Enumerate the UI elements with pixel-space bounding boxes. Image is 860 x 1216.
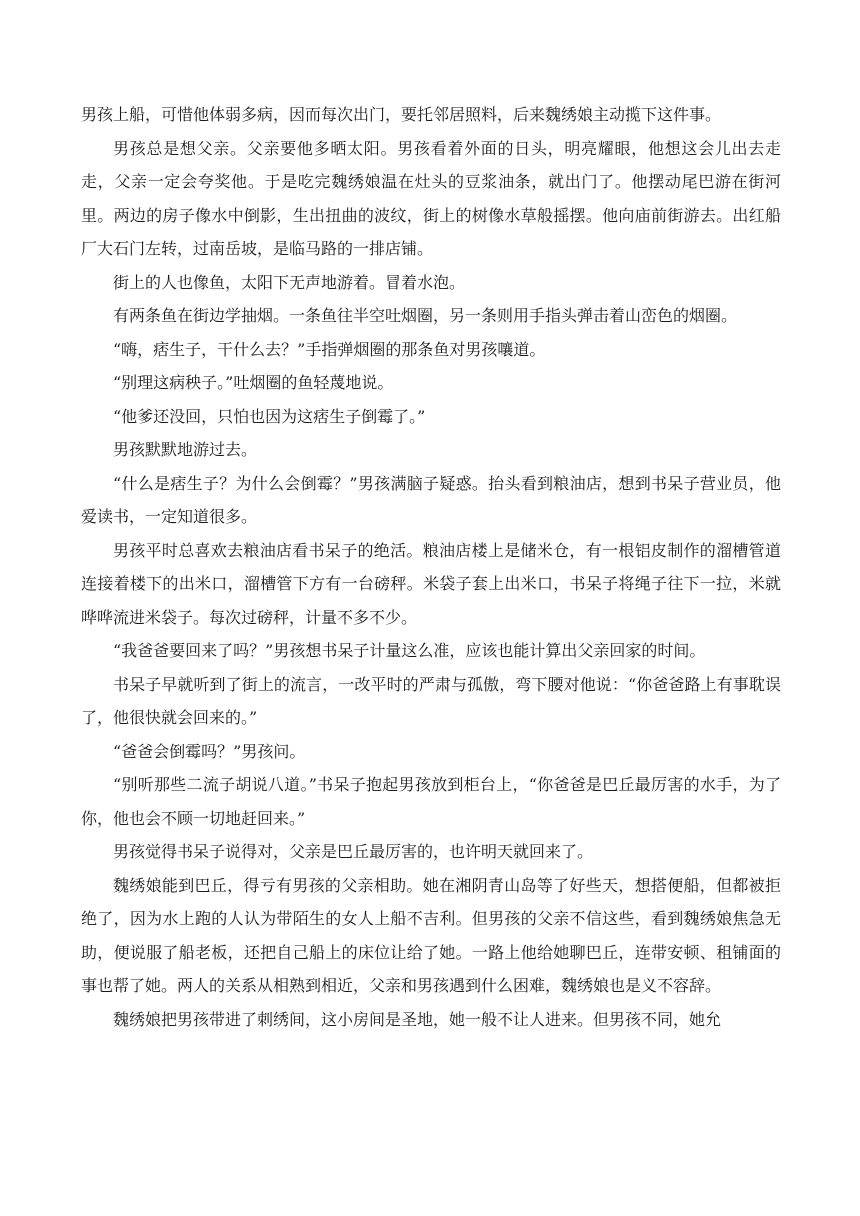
- dialogue-paragraph: “我爸爸要回来了吗？”男孩想书呆子计量这么准，应该也能计算出父亲回家的时间。: [113, 641, 706, 660]
- paragraph: 男孩觉得书呆子说得对，父亲是巴丘最厉害的，也许明天就回来了。: [113, 842, 594, 861]
- paragraph: 男孩总是想父亲。父亲要他多晒太阳。男孩看着外面的日头，明亮耀眼，他想这会儿出去走走，父亲一定会夸奖他。于是吃完魏绣娘温在灶头的豆浆油条，就出门了。他摆动尾巴游在街河里。两边的房子像水中倒影，生出扭曲的波纹，街上的树像水草般摇摆。他向庙前街游去。出红船厂大石门左转，过南岳坡，是临马路的一排店铺。: [81, 138, 781, 258]
- paragraph: 男孩默默地游过去。: [113, 440, 258, 459]
- dialogue-paragraph: “爸爸会倒霉吗？”男孩问。: [113, 741, 306, 761]
- dialogue-paragraph: “他爹还没回，只怕也因为这痞生子倒霉了。”: [113, 406, 426, 426]
- dialogue-paragraph: “嗨，痞生子，干什么去？”手指弹烟圈的那条鱼对男孩嚷道。: [113, 339, 546, 359]
- body-text: [81, 98, 781, 1036]
- paragraph-continuation: 男孩上船，可惜他体弱多病，因而每次出门，要托邻居照料，后来魏绣娘主动揽下这件事。: [81, 105, 722, 124]
- dialogue-paragraph: “什么是痞生子？为什么会倒霉？”男孩满脑子疑惑。抬头看到粮油店，想到书呆子营业员，他爱读书，一定知道很多。: [81, 473, 781, 526]
- paragraph: 男孩平时总喜欢去粮油店看书呆子的绝活。粮油店楼上是储米仓，有一根铝皮制作的溜槽管道连接着楼下的出米口，溜槽管下方有一台磅秤。米袋子套上出米口，书呆子将绳子往下一拉，米就哗哗流进米袋子。每次过磅秤，计量不多不少。: [81, 540, 781, 627]
- dialogue-paragraph: “别理这病秧子。”吐烟圈的鱼轻蔑地说。: [113, 373, 394, 392]
- dialogue-paragraph: “别听那些二流子胡说八道。”书呆子抱起男孩放到柜台上，“你爸爸是巴丘最厉害的水手，为了你，他也会不顾一切地赶回来。”: [81, 775, 781, 828]
- paragraph: 有两条鱼在街边学抽烟。一条鱼往半空吐烟圈，另一条则用手指头弹击着山峦色的烟圈。: [113, 306, 738, 325]
- paragraph: 魏绣娘能到巴丘，得亏有男孩的父亲相助。她在湘阴青山岛等了好些天，想搭便船，但都被拒绝了，因为水上跑的人认为带陌生的女人上船不吉利。但男孩的父亲不信这些，看到魏绣娘焦急无助，便说服了船老板，还把自己船上的床位让给了她。一路上他给她聊巴丘，连带安顿、租铺面的事也帮了她。两人的关系从相熟到相近，父亲和男孩遇到什么困难，魏绣娘也是义不容辞。: [81, 875, 781, 995]
- paragraph: 书呆子早就听到了街上的流言，一改平时的严肃与孤傲，弯下腰对他说：“你爸爸路上有事耽误了，他很快就会回来的。”: [81, 674, 781, 727]
- paragraph: 街上的人也像鱼，太阳下无声地游着。冒着水泡。: [113, 272, 466, 292]
- paragraph: 魏绣娘把男孩带进了刺绣间，这小房间是圣地，她一般不让人进来。但男孩不同，她允: [113, 1009, 722, 1029]
